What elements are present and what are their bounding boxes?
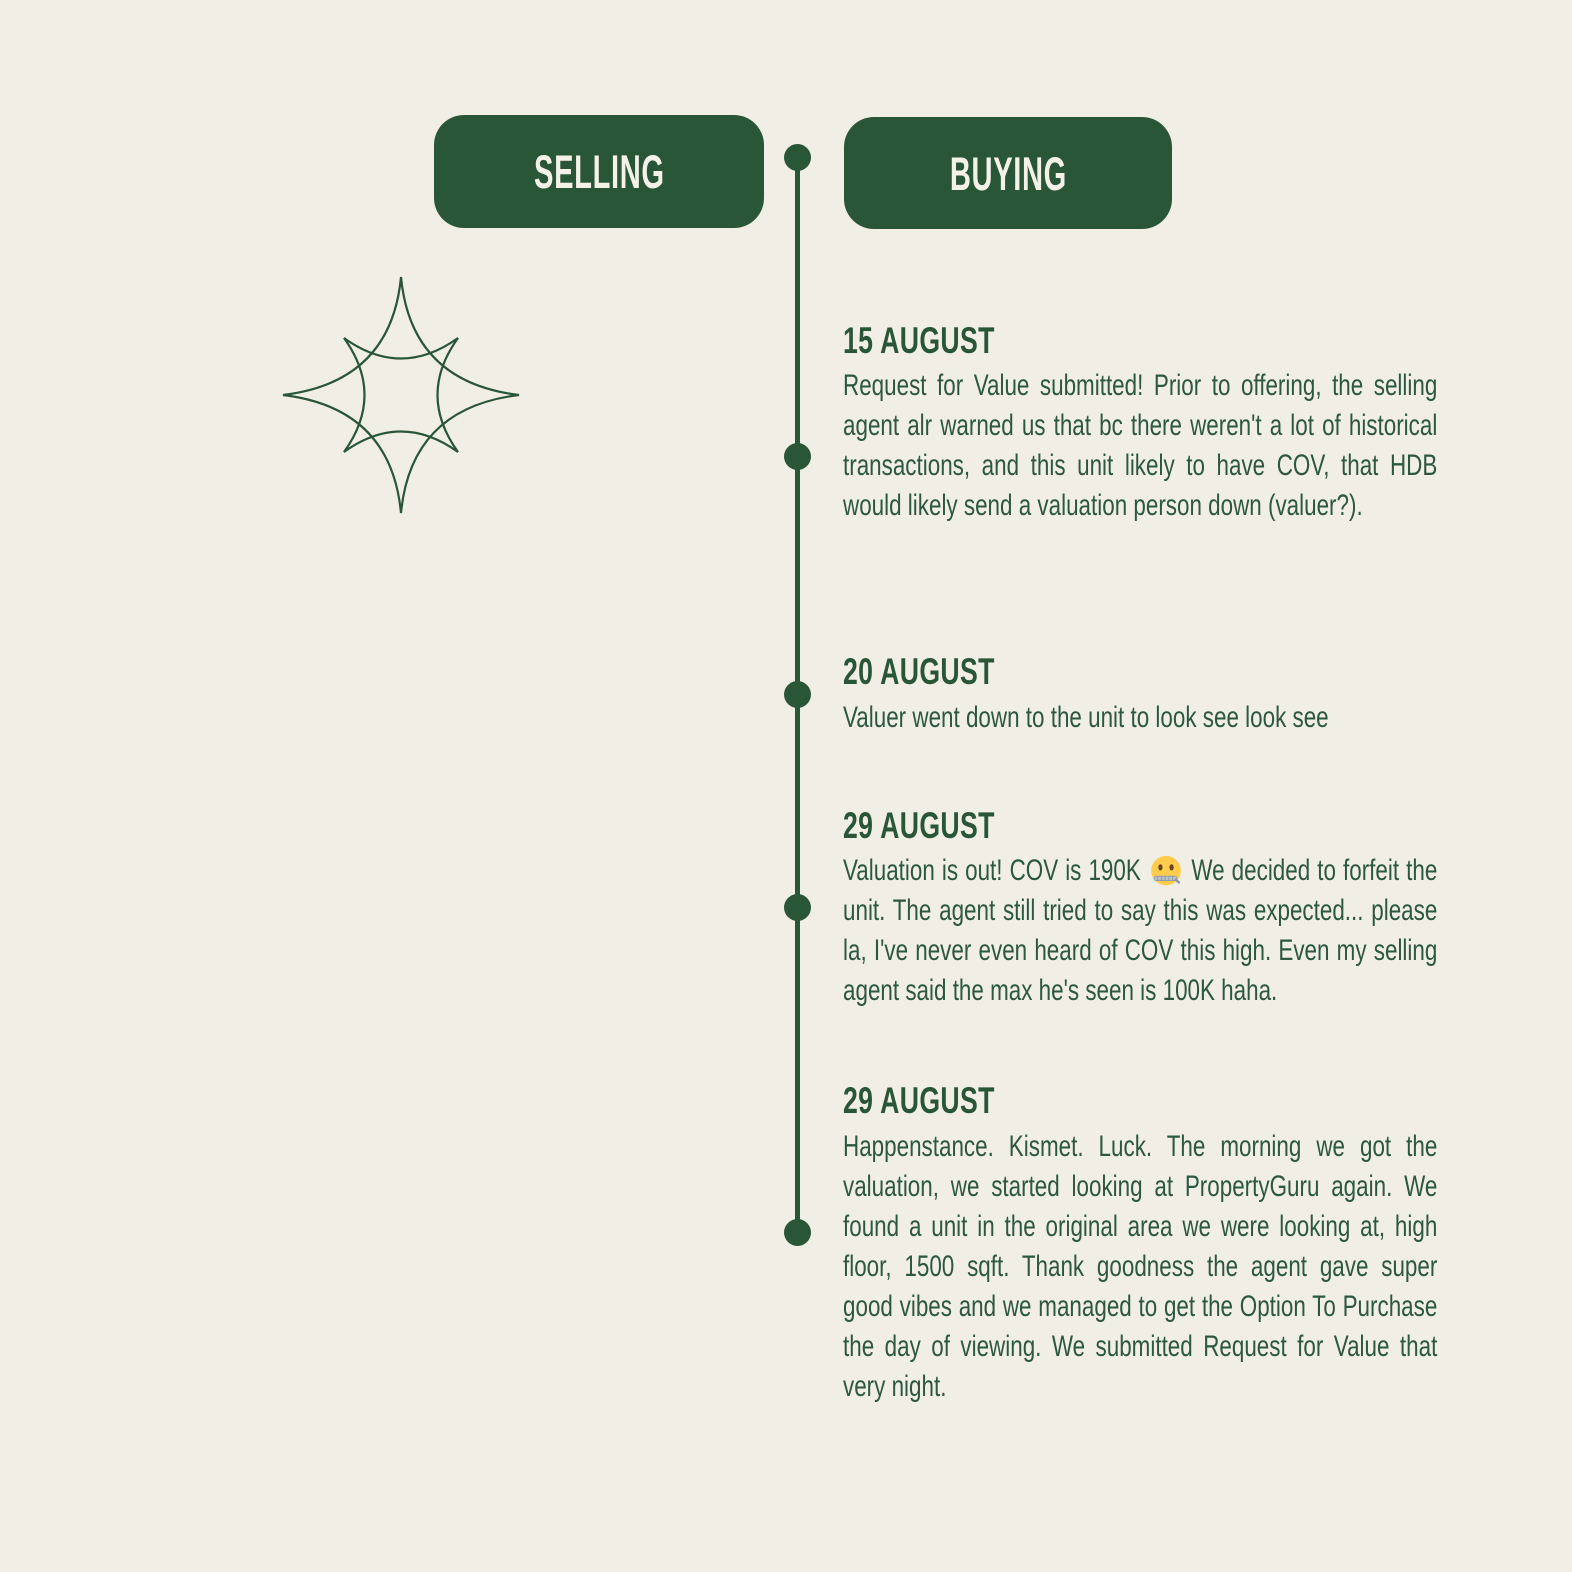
entry-3-body — [843, 851, 1437, 1011]
entry-1-date: 15 AUGUST — [843, 320, 995, 361]
entry-3-body-after: We decided to forfeit the unit. The agent still tried to say this was expected... please la, I've never even heard of COV this high. Even my selling agent said the max he's seen is 100K haha. — [843, 854, 1438, 1007]
entry-4-body: Happenstance. Kismet. Luck. The morning we got the valuation, we started looking at PropertyGuru again. We found a unit in the original area we were looking at, high floor, 1500 sqft. Thank goodness the agent gave super good vibes and we managed to get the Option To Purchase the day of viewing. We submitted Request for Value that very night. — [843, 1130, 1438, 1403]
zipper-mouth-emoji-icon — [1149, 855, 1182, 888]
timeline-dot — [784, 144, 811, 171]
entry-2-date: 20 AUGUST — [843, 651, 995, 692]
entry-3-body-before: Valuation is out! COV is 190K — [843, 854, 1141, 887]
buying-header-pill — [844, 117, 1172, 229]
sparkle-icon — [281, 275, 521, 515]
entry-1-body: Request for Value submitted! Prior to offering, the selling agent alr warned us that bc there weren't a lot of historical transactions, and this unit likely to have COV, that HDB would likely send a valuation person down (valuer?). — [843, 369, 1438, 522]
timeline-dot — [784, 681, 811, 708]
timeline-dot — [784, 894, 811, 921]
entry-3-date: 29 AUGUST — [843, 805, 995, 846]
buying-header-label: BUYING — [949, 146, 1067, 200]
selling-header-label: SELLING — [533, 145, 665, 198]
entry-2-body: Valuer went down to the unit to look see look see — [843, 701, 1329, 734]
entry-4-date: 29 AUGUST — [843, 1080, 995, 1121]
selling-header-pill — [434, 115, 764, 228]
timeline-dot — [784, 443, 811, 470]
timeline-dot — [784, 1219, 811, 1246]
